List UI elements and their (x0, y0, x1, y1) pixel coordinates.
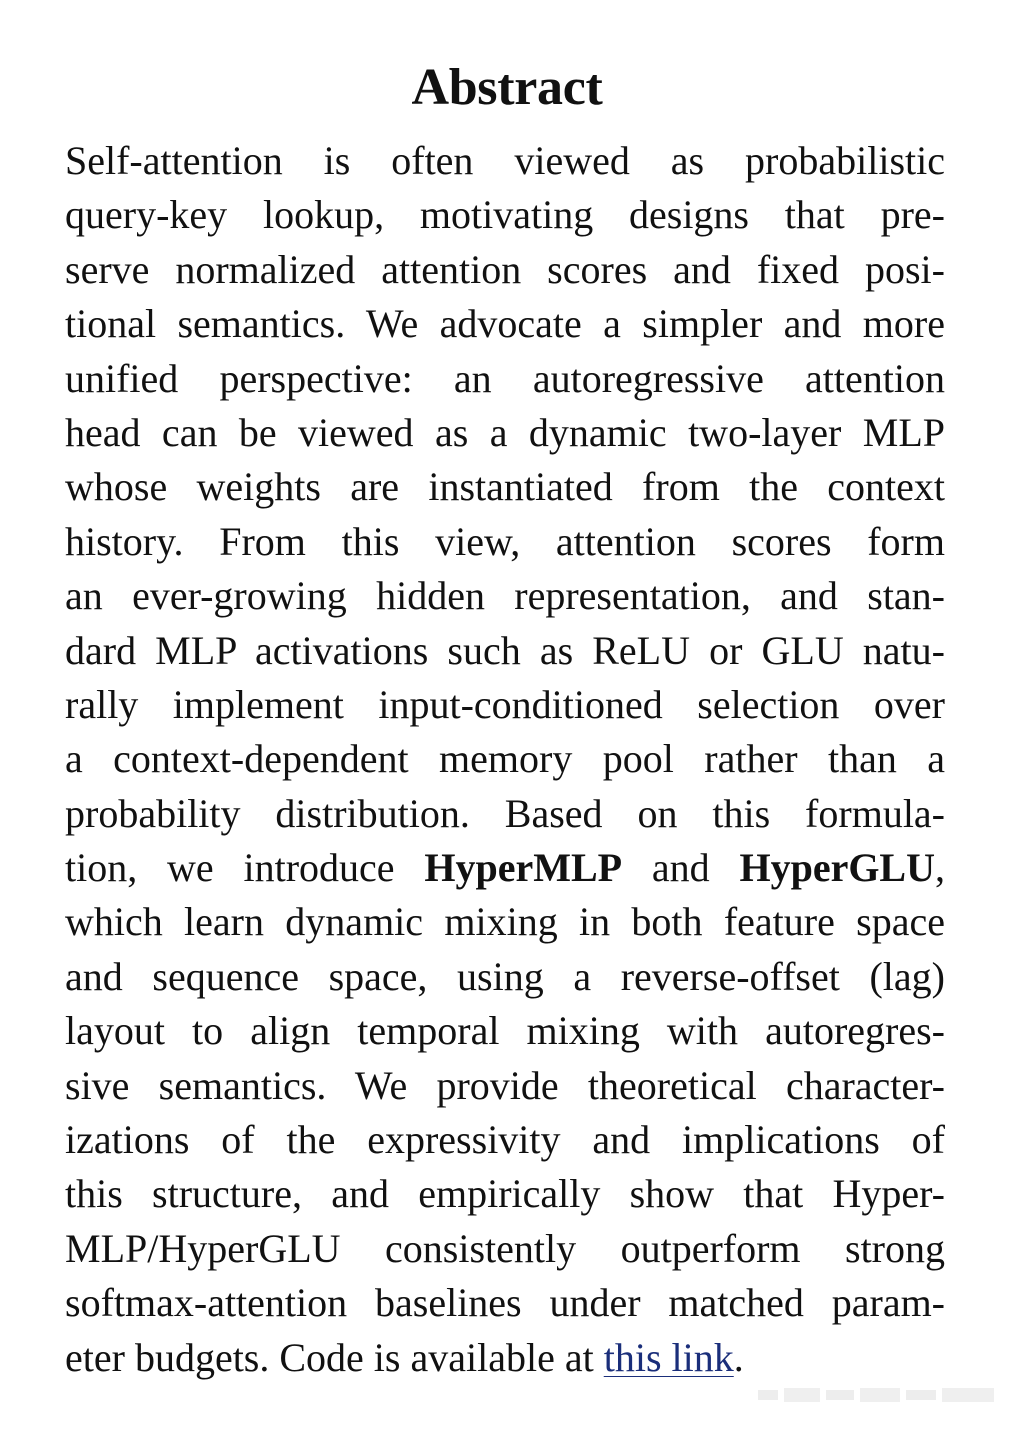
line-text: Self-attention is often viewed as probabilistic (65, 138, 945, 183)
line-text: a context-dependent memory pool rather than a (65, 736, 945, 782)
line-text: unified perspective: an autoregressive attention (65, 355, 945, 401)
line-text: whose weights are instantiated from the context (65, 464, 945, 510)
code-link[interactable]: this link (603, 1334, 734, 1380)
abstract-body (65, 134, 945, 1385)
line-text: sive semantics. We provide theoretical character- (65, 1062, 945, 1108)
line-text: probability distribution. Based on this formula- (65, 790, 945, 836)
line-text: serve normalized attention scores and fixed posi- (65, 246, 945, 292)
abstract-line (65, 406, 945, 460)
abstract-line (65, 624, 945, 678)
watermark-glyph (758, 1384, 998, 1406)
abstract-line (65, 297, 945, 351)
line-text: eter budgets. Code is available at (65, 1334, 604, 1380)
line-text: and sequence space, using a reverse-offset (lag) (65, 953, 945, 999)
abstract-line (65, 188, 945, 242)
hyperglu-term: HyperGLU (739, 845, 935, 891)
abstract-line (65, 732, 945, 786)
line-text: this structure, and empirically show that Hyper- (65, 1171, 945, 1217)
line-text: and (622, 845, 740, 891)
abstract-line (65, 950, 945, 1004)
line-text: history. From this view, attention scores form (65, 518, 945, 564)
line-text: MLP/HyperGLU consistently outperform strong (65, 1225, 945, 1271)
line-text: . (733, 1334, 744, 1380)
abstract-line (65, 1222, 945, 1276)
abstract-line (65, 1004, 945, 1058)
line-text: tional semantics. We advocate a simpler and more (65, 301, 945, 347)
line-text: rally implement input-conditioned selection over (65, 681, 945, 727)
line-text: izations of the expressivity and implications of (65, 1117, 945, 1163)
abstract-line (65, 1059, 945, 1113)
line-text: , (935, 845, 945, 891)
abstract-line (65, 1276, 945, 1330)
line-text: head can be viewed as a dynamic two-layer MLP (65, 409, 945, 455)
line-text: which learn dynamic mixing in both feature space (65, 899, 945, 945)
hypermlp-term: HyperMLP (424, 845, 623, 891)
abstract-heading: Abstract (411, 59, 603, 116)
abstract-line (65, 243, 945, 297)
abstract-line (65, 841, 945, 895)
line-text: an ever-growing hidden representation, and stan- (65, 573, 945, 619)
abstract-line (65, 352, 945, 406)
line-text: query-key lookup, motivating designs that pre- (65, 192, 945, 238)
abstract-line (65, 569, 945, 623)
abstract-line (65, 134, 945, 188)
line-text: softmax-attention baselines under matched param- (65, 1280, 945, 1326)
abstract-line (65, 460, 945, 514)
watermark (758, 1384, 998, 1410)
abstract-line (65, 787, 945, 841)
abstract-line (65, 1167, 945, 1221)
abstract-line (65, 1113, 945, 1167)
line-text: dard MLP activations such as ReLU or GLU natu- (65, 627, 945, 673)
line-text: layout to align temporal mixing with autoregres- (65, 1008, 945, 1054)
abstract-line (65, 678, 945, 732)
line-text: tion, we introduce (65, 845, 425, 891)
abstract-line (65, 895, 945, 949)
abstract-line (65, 1331, 945, 1385)
abstract-line (65, 515, 945, 569)
